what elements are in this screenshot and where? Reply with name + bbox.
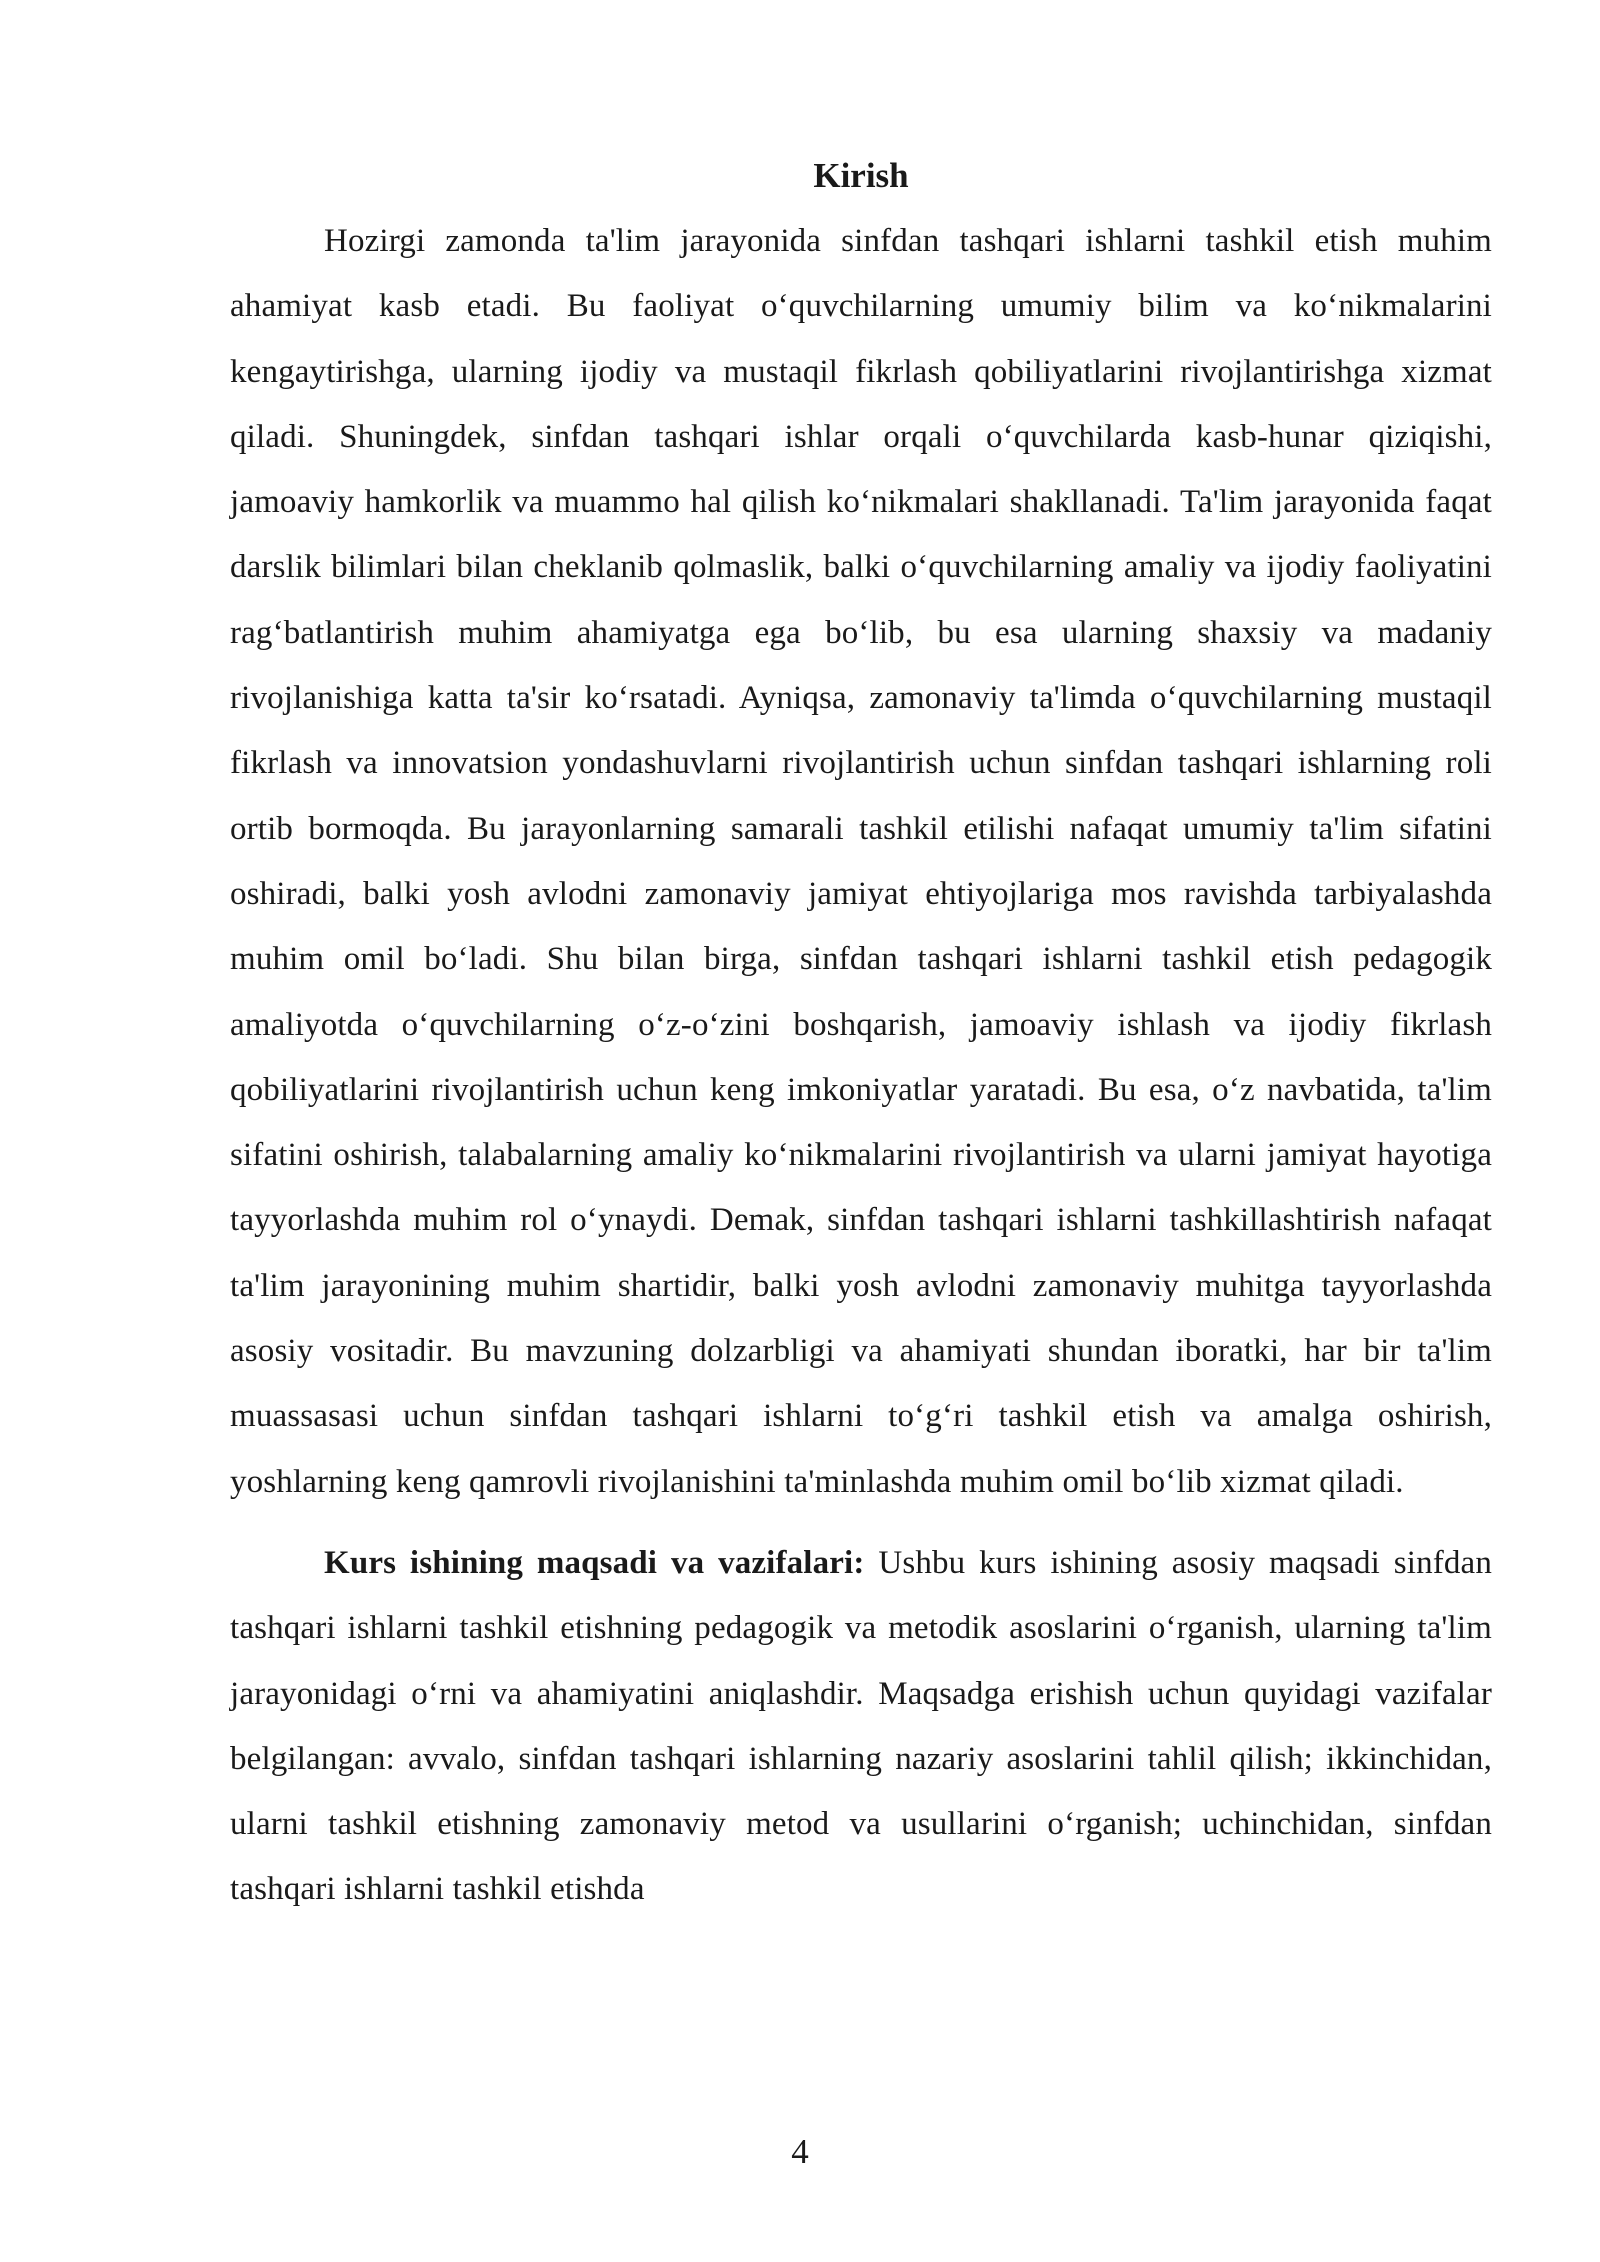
section-title: Kirish <box>813 156 909 195</box>
goals-text: Ushbu kurs ishining asosiy maqsadi sinfdan tashqari ishlarni tashkil etishning pedagogik va metodik asoslarini o‘rganish, ularning ta'lim jarayonidagi o‘rni va ahamiyatini aniqlashdir. Maqsadga erishish uchun quyidagi vazifalar belgilangan: avvalo, sinfdan tashqari ishlarning nazariy asoslarini tahlil qilish; ikkinchidan, ularni tashkil etishning zamonaviy metod va usullarini o‘rganish; uchinchidan, sinfdan tashqari ishlarni tashkil etishda <box>230 1544 1492 1908</box>
goals-paragraph <box>230 1531 1492 1923</box>
intro-paragraph: Hozirgi zamonda ta'lim jarayonida sinfdan tashqari ishlarni tashkil etish muhim ahamiyat kasb etadi. Bu faoliyat o‘quvchilarning umumiy bilim va ko‘nikmalarini kengaytirishga, ularning ijodiy va mustaqil fikrlash qobiliyatlarini rivojlantirishga xizmat qiladi. Shuningdek, sinfdan tashqari ishlar orqali o‘quvchilarda kasb-hunar qiziqishi, jamoaviy hamkorlik va muammo hal qilish ko‘nikmalari shakllanadi. Ta'lim jarayonida faqat darslik bilimlari bilan cheklanib qolmaslik, balki o‘quvchilarning amaliy va ijodiy faoliyatini rag‘batlantirish muhim ahamiyatga ega bo‘lib, bu esa ularning shaxsiy va madaniy rivojlanishiga katta ta'sir ko‘rsatadi. Ayniqsa, zamonaviy ta'limda o‘quvchilarning mustaqil fikrlash va innovatsion yondashuvlarni rivojlantirish uchun sinfdan tashqari ishlarning roli ortib bormoqda. Bu jarayonlarning samarali tashkil etilishi nafaqat umumiy ta'lim sifatini oshiradi, balki yosh avlodni zamonaviy jamiyat ehtiyojlariga mos ravishda tarbiyalashda muhim omil bo‘ladi. Shu bilan birga, sinfdan tashqari ishlarni tashkil etish pedagogik amaliyotda o‘quvchilarning o‘z-o‘zini boshqarish, jamoaviy ishlash va ijodiy fikrlash qobiliyatlarini rivojlantirish uchun keng imkoniyatlar yaratadi. Bu esa, o‘z navbatida, ta'lim sifatini oshirish, talabalarning amaliy ko‘nikmalarini rivojlantirish va ularni jamiyat hayotiga tayyorlashda muhim rol o‘ynaydi. Demak, sinfdan tashqari ishlarni tashkillashtirish nafaqat ta'lim jarayonining muhim shartidir, balki yosh avlodni zamonaviy muhitga tayyorlashda asosiy vositadir. Bu mavzuning dolzarbligi va ahamiyati shundan iboratki, har bir ta'lim muassasasi uchun sinfdan tashqari ishlarni to‘g‘ri tashkil etish va amalga oshirish, yoshlarning keng qamrovli rivojlanishini ta'minlashda muhim omil bo‘lib xizmat qiladi. <box>230 223 1492 1500</box>
page-body <box>230 148 1492 1923</box>
page-number: 4 <box>791 2132 809 2171</box>
goals-heading: Kurs ishining maqsadi va vazifalari: <box>324 1544 865 1581</box>
